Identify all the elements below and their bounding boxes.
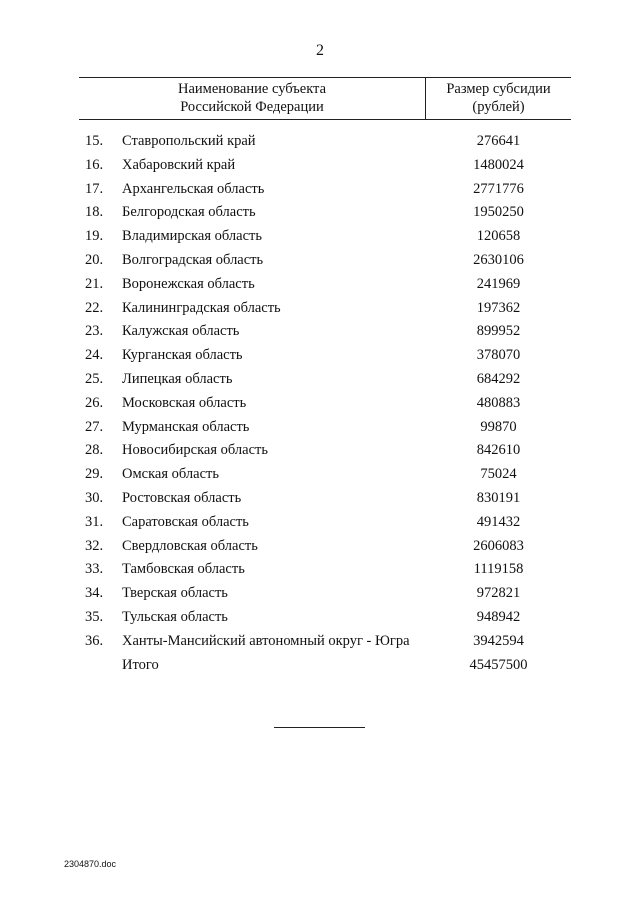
table-row bbox=[0, 559, 640, 583]
subsidy-value: 948942 bbox=[476, 608, 521, 625]
subject-name: Саратовская область bbox=[122, 513, 249, 530]
subject-name: Новосибирская область bbox=[122, 442, 268, 459]
subsidy-value: 491432 bbox=[476, 513, 521, 530]
subject-name: Липецкая область bbox=[122, 370, 233, 387]
subsidy-value: 842610 bbox=[476, 442, 521, 459]
subject-name: Калужская область bbox=[122, 323, 240, 340]
total-label: Итого bbox=[122, 656, 159, 673]
row-number: 25. bbox=[85, 370, 104, 387]
subsidy-value: 276641 bbox=[476, 133, 521, 149]
row-number: 20. bbox=[85, 251, 104, 268]
table-row bbox=[0, 393, 640, 417]
table-row bbox=[0, 583, 640, 607]
row-number: 19. bbox=[85, 228, 104, 245]
column-header-subject-line2: Российской Федерации bbox=[180, 99, 324, 115]
subject-name: Омская область bbox=[122, 466, 219, 483]
subject-name: Архангельская область bbox=[122, 180, 265, 197]
subsidy-value: 972821 bbox=[476, 585, 521, 602]
table-row bbox=[0, 155, 640, 179]
subsidy-value: 684292 bbox=[476, 370, 521, 387]
closing-rule bbox=[274, 727, 365, 728]
page-number: 2 bbox=[316, 42, 324, 59]
total-row bbox=[0, 655, 640, 679]
subject-name: Воронежская область bbox=[122, 275, 255, 292]
table-row bbox=[0, 345, 640, 369]
subject-name: Московская область bbox=[122, 394, 247, 411]
subsidy-value: 1119158 bbox=[473, 561, 524, 578]
subsidy-value: 1950250 bbox=[473, 204, 524, 221]
table-row bbox=[0, 131, 640, 155]
table-row bbox=[0, 607, 640, 631]
subsidy-value: 75024 bbox=[480, 466, 517, 483]
subsidy-value: 197362 bbox=[476, 299, 521, 316]
row-number: 27. bbox=[85, 418, 104, 435]
row-number: 17. bbox=[85, 180, 104, 197]
subsidy-value: 480883 bbox=[476, 394, 521, 411]
row-number: 23. bbox=[85, 323, 104, 340]
row-number: 24. bbox=[85, 347, 104, 364]
row-number: 32. bbox=[85, 537, 104, 554]
subsidy-value: 899952 bbox=[476, 323, 521, 340]
subject-name: Мурманская область bbox=[122, 418, 250, 435]
subject-name: Ханты-Мансийский автономный округ - Югра bbox=[122, 632, 410, 649]
row-number: 36. bbox=[85, 632, 104, 649]
table-row bbox=[0, 512, 640, 536]
subject-name: Хабаровский край bbox=[122, 156, 236, 173]
table-row bbox=[0, 321, 640, 345]
table-row bbox=[0, 464, 640, 488]
subject-name: Курганская область bbox=[122, 347, 243, 364]
subject-name: Тамбовская область bbox=[122, 561, 245, 578]
row-number: 29. bbox=[85, 466, 104, 483]
row-number: 34. bbox=[85, 585, 104, 602]
table-row bbox=[0, 369, 640, 393]
subject-name: Белгородская область bbox=[122, 204, 256, 221]
row-number: 30. bbox=[85, 489, 104, 506]
column-header-subject bbox=[79, 78, 425, 119]
table-row bbox=[0, 631, 640, 655]
subsidy-value: 1480024 bbox=[473, 156, 524, 173]
row-number: 21. bbox=[85, 275, 104, 292]
subsidy-value: 2630106 bbox=[473, 251, 524, 268]
table-row bbox=[0, 488, 640, 512]
table-row bbox=[0, 179, 640, 203]
table-row bbox=[0, 274, 640, 298]
subsidy-value: 378070 bbox=[476, 347, 521, 364]
subject-name: Ростовская область bbox=[122, 489, 242, 506]
table-row bbox=[0, 226, 640, 250]
row-number: 26. bbox=[85, 394, 104, 411]
subject-name: Тульская область bbox=[122, 608, 228, 625]
subsidy-value: 3942594 bbox=[473, 632, 524, 649]
table-row bbox=[0, 250, 640, 274]
row-number: 33. bbox=[85, 561, 104, 578]
subject-name: Свердловская область bbox=[122, 537, 258, 554]
row-number: 16. bbox=[85, 156, 104, 173]
table-row bbox=[0, 298, 640, 322]
subject-name: Владимирская область bbox=[122, 228, 262, 245]
column-header-subsidy-line1: Размер субсидии bbox=[446, 81, 551, 97]
footer-file-name: 2304870.doc bbox=[64, 859, 117, 869]
row-number: 28. bbox=[85, 442, 104, 459]
row-number: 18. bbox=[85, 204, 104, 221]
table-row bbox=[0, 536, 640, 560]
row-number: 22. bbox=[85, 299, 104, 316]
row-number: 35. bbox=[85, 608, 104, 625]
subsidy-value: 241969 bbox=[476, 275, 521, 292]
row-number: 15. bbox=[85, 133, 104, 149]
table-row bbox=[0, 440, 640, 464]
table-row bbox=[0, 202, 640, 226]
total-value: 45457500 bbox=[469, 656, 528, 673]
subsidy-value: 830191 bbox=[476, 489, 521, 506]
column-header-subject-line1: Наименование субъекта bbox=[177, 81, 327, 97]
subject-name: Волгоградская область bbox=[122, 251, 264, 268]
subsidy-value: 99870 bbox=[480, 418, 517, 435]
column-header-subsidy-line2: (рублей) bbox=[472, 99, 525, 115]
table-header bbox=[79, 77, 571, 120]
subject-name: Калининградская область bbox=[122, 299, 281, 316]
subject-name: Тверская область bbox=[122, 585, 228, 602]
subsidy-value: 2771776 bbox=[473, 180, 524, 197]
row-number: 31. bbox=[85, 513, 104, 530]
subsidy-value: 120658 bbox=[476, 228, 521, 245]
table-body bbox=[0, 131, 640, 678]
column-header-subsidy bbox=[426, 78, 571, 119]
subsidy-value: 2606083 bbox=[473, 537, 524, 554]
subject-name: Ставропольский край bbox=[122, 133, 256, 149]
table-row bbox=[0, 417, 640, 441]
